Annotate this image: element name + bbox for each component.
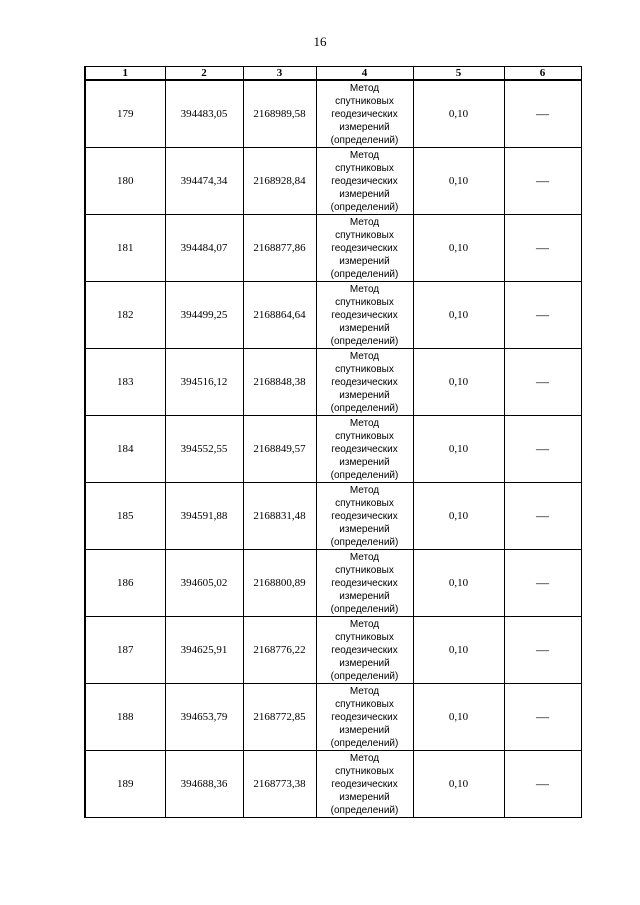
coordinate-y-cell: 2168848,38 bbox=[243, 349, 316, 416]
coordinate-y-cell: 2168773,38 bbox=[243, 751, 316, 818]
method-line: геодезических bbox=[331, 376, 398, 388]
method-line: геодезических bbox=[331, 108, 398, 120]
table-row bbox=[85, 751, 581, 818]
table-row bbox=[85, 617, 581, 684]
method-line: измерений bbox=[339, 791, 390, 803]
column-header-5: 5 bbox=[413, 67, 504, 81]
method-line: (определений) bbox=[330, 268, 399, 280]
coordinates-table bbox=[84, 66, 582, 818]
method-line: Метод bbox=[349, 484, 380, 496]
method-line: спутниковых bbox=[335, 765, 394, 777]
method-line: Метод bbox=[349, 216, 380, 228]
page-number: 16 bbox=[313, 34, 327, 49]
point-number-cell: 189 bbox=[85, 751, 165, 818]
coordinate-y-cell: 2168989,58 bbox=[243, 80, 316, 148]
method-line: измерений bbox=[339, 456, 390, 468]
note-cell: — bbox=[504, 751, 581, 818]
accuracy-cell: 0,10 bbox=[413, 148, 504, 215]
method-line: (определений) bbox=[330, 670, 399, 682]
method-line: измерений bbox=[339, 322, 390, 334]
table-row bbox=[85, 416, 581, 483]
method-line: (определений) bbox=[330, 402, 399, 414]
accuracy-cell: 0,10 bbox=[413, 80, 504, 148]
method-line: геодезических bbox=[331, 644, 398, 656]
coordinate-x-cell: 394483,05 bbox=[165, 80, 243, 148]
method-cell bbox=[316, 282, 413, 349]
point-number-cell: 180 bbox=[85, 148, 165, 215]
method-cell bbox=[316, 751, 413, 818]
method-line: измерений bbox=[339, 389, 390, 401]
method-line: измерений bbox=[339, 188, 390, 200]
coordinate-y-cell: 2168772,85 bbox=[243, 684, 316, 751]
note-cell: — bbox=[504, 215, 581, 282]
column-header-3: 3 bbox=[243, 67, 316, 81]
point-number-cell: 187 bbox=[85, 617, 165, 684]
coordinate-x-cell: 394499,25 bbox=[165, 282, 243, 349]
accuracy-cell: 0,10 bbox=[413, 215, 504, 282]
column-header-4: 4 bbox=[316, 67, 413, 81]
method-line: спутниковых bbox=[335, 162, 394, 174]
coordinate-y-cell: 2168831,48 bbox=[243, 483, 316, 550]
method-cell bbox=[316, 215, 413, 282]
note-cell: — bbox=[504, 483, 581, 550]
method-line: геодезических bbox=[331, 309, 398, 321]
point-number-cell: 188 bbox=[85, 684, 165, 751]
note-cell: — bbox=[504, 148, 581, 215]
point-number-cell: 183 bbox=[85, 349, 165, 416]
accuracy-cell: 0,10 bbox=[413, 282, 504, 349]
column-header-6: 6 bbox=[504, 67, 581, 81]
note-cell: — bbox=[504, 416, 581, 483]
point-number-cell: 181 bbox=[85, 215, 165, 282]
method-line: геодезических bbox=[331, 443, 398, 455]
method-line: спутниковых bbox=[335, 564, 394, 576]
point-number-cell: 185 bbox=[85, 483, 165, 550]
method-line: измерений bbox=[339, 657, 390, 669]
coordinate-x-cell: 394474,34 bbox=[165, 148, 243, 215]
point-number-cell: 179 bbox=[85, 80, 165, 148]
table-row bbox=[85, 349, 581, 416]
table-row bbox=[85, 684, 581, 751]
method-cell bbox=[316, 416, 413, 483]
method-line: измерений bbox=[339, 255, 390, 267]
coordinate-x-cell: 394605,02 bbox=[165, 550, 243, 617]
method-line: (определений) bbox=[330, 469, 399, 481]
point-number-cell: 182 bbox=[85, 282, 165, 349]
method-line: измерений bbox=[339, 724, 390, 736]
note-cell: — bbox=[504, 684, 581, 751]
coordinate-y-cell: 2168928,84 bbox=[243, 148, 316, 215]
method-line: измерений bbox=[339, 121, 390, 133]
coordinate-x-cell: 394484,07 bbox=[165, 215, 243, 282]
method-line: Метод bbox=[349, 149, 380, 161]
table-row bbox=[85, 550, 581, 617]
table-header-row bbox=[85, 67, 581, 81]
method-line: спутниковых bbox=[335, 430, 394, 442]
accuracy-cell: 0,10 bbox=[413, 349, 504, 416]
point-number-cell: 186 bbox=[85, 550, 165, 617]
method-cell bbox=[316, 617, 413, 684]
method-line: (определений) bbox=[330, 603, 399, 615]
accuracy-cell: 0,10 bbox=[413, 684, 504, 751]
method-line: (определений) bbox=[330, 134, 399, 146]
coordinate-y-cell: 2168877,86 bbox=[243, 215, 316, 282]
method-line: (определений) bbox=[330, 536, 399, 548]
coordinate-y-cell: 2168800,89 bbox=[243, 550, 316, 617]
method-line: измерений bbox=[339, 590, 390, 602]
note-cell: — bbox=[504, 80, 581, 148]
method-line: Метод bbox=[349, 685, 380, 697]
method-line: спутниковых bbox=[335, 229, 394, 241]
method-cell bbox=[316, 550, 413, 617]
method-line: Метод bbox=[349, 618, 380, 630]
accuracy-cell: 0,10 bbox=[413, 751, 504, 818]
coordinate-x-cell: 394688,36 bbox=[165, 751, 243, 818]
table-row bbox=[85, 80, 581, 148]
method-line: спутниковых bbox=[335, 698, 394, 710]
method-line: спутниковых bbox=[335, 497, 394, 509]
method-cell bbox=[316, 684, 413, 751]
point-number-cell: 184 bbox=[85, 416, 165, 483]
method-line: Метод bbox=[349, 82, 380, 94]
accuracy-cell: 0,10 bbox=[413, 416, 504, 483]
note-cell: — bbox=[504, 550, 581, 617]
method-cell bbox=[316, 483, 413, 550]
method-cell bbox=[316, 349, 413, 416]
coordinate-y-cell: 2168864,64 bbox=[243, 282, 316, 349]
column-header-1: 1 bbox=[85, 67, 165, 81]
method-line: геодезических bbox=[331, 175, 398, 187]
method-cell bbox=[316, 80, 413, 148]
method-line: Метод bbox=[349, 350, 380, 362]
method-line: геодезических bbox=[331, 711, 398, 723]
coordinate-x-cell: 394552,55 bbox=[165, 416, 243, 483]
accuracy-cell: 0,10 bbox=[413, 483, 504, 550]
method-line: спутниковых bbox=[335, 363, 394, 375]
coordinate-y-cell: 2168849,57 bbox=[243, 416, 316, 483]
table-row bbox=[85, 215, 581, 282]
method-line: (определений) bbox=[330, 201, 399, 213]
table-body bbox=[85, 80, 581, 818]
method-line: (определений) bbox=[330, 804, 399, 816]
note-cell: — bbox=[504, 617, 581, 684]
coordinate-x-cell: 394516,12 bbox=[165, 349, 243, 416]
method-line: Метод bbox=[349, 417, 380, 429]
method-line: геодезических bbox=[331, 778, 398, 790]
accuracy-cell: 0,10 bbox=[413, 617, 504, 684]
method-line: Метод bbox=[349, 283, 380, 295]
method-line: спутниковых bbox=[335, 631, 394, 643]
method-line: спутниковых bbox=[335, 296, 394, 308]
table-row bbox=[85, 148, 581, 215]
method-line: (определений) bbox=[330, 335, 399, 347]
method-line: Метод bbox=[349, 551, 380, 563]
table-row bbox=[85, 282, 581, 349]
method-line: геодезических bbox=[331, 577, 398, 589]
method-line: спутниковых bbox=[335, 95, 394, 107]
coordinate-x-cell: 394653,79 bbox=[165, 684, 243, 751]
method-line: геодезических bbox=[331, 242, 398, 254]
coordinate-y-cell: 2168776,22 bbox=[243, 617, 316, 684]
method-cell bbox=[316, 148, 413, 215]
method-line: Метод bbox=[349, 752, 380, 764]
method-line: геодезических bbox=[331, 510, 398, 522]
column-header-2: 2 bbox=[165, 67, 243, 81]
note-cell: — bbox=[504, 282, 581, 349]
method-line: измерений bbox=[339, 523, 390, 535]
coordinate-x-cell: 394591,88 bbox=[165, 483, 243, 550]
method-line: (определений) bbox=[330, 737, 399, 749]
note-cell: — bbox=[504, 349, 581, 416]
table-row bbox=[85, 483, 581, 550]
accuracy-cell: 0,10 bbox=[413, 550, 504, 617]
coordinate-x-cell: 394625,91 bbox=[165, 617, 243, 684]
